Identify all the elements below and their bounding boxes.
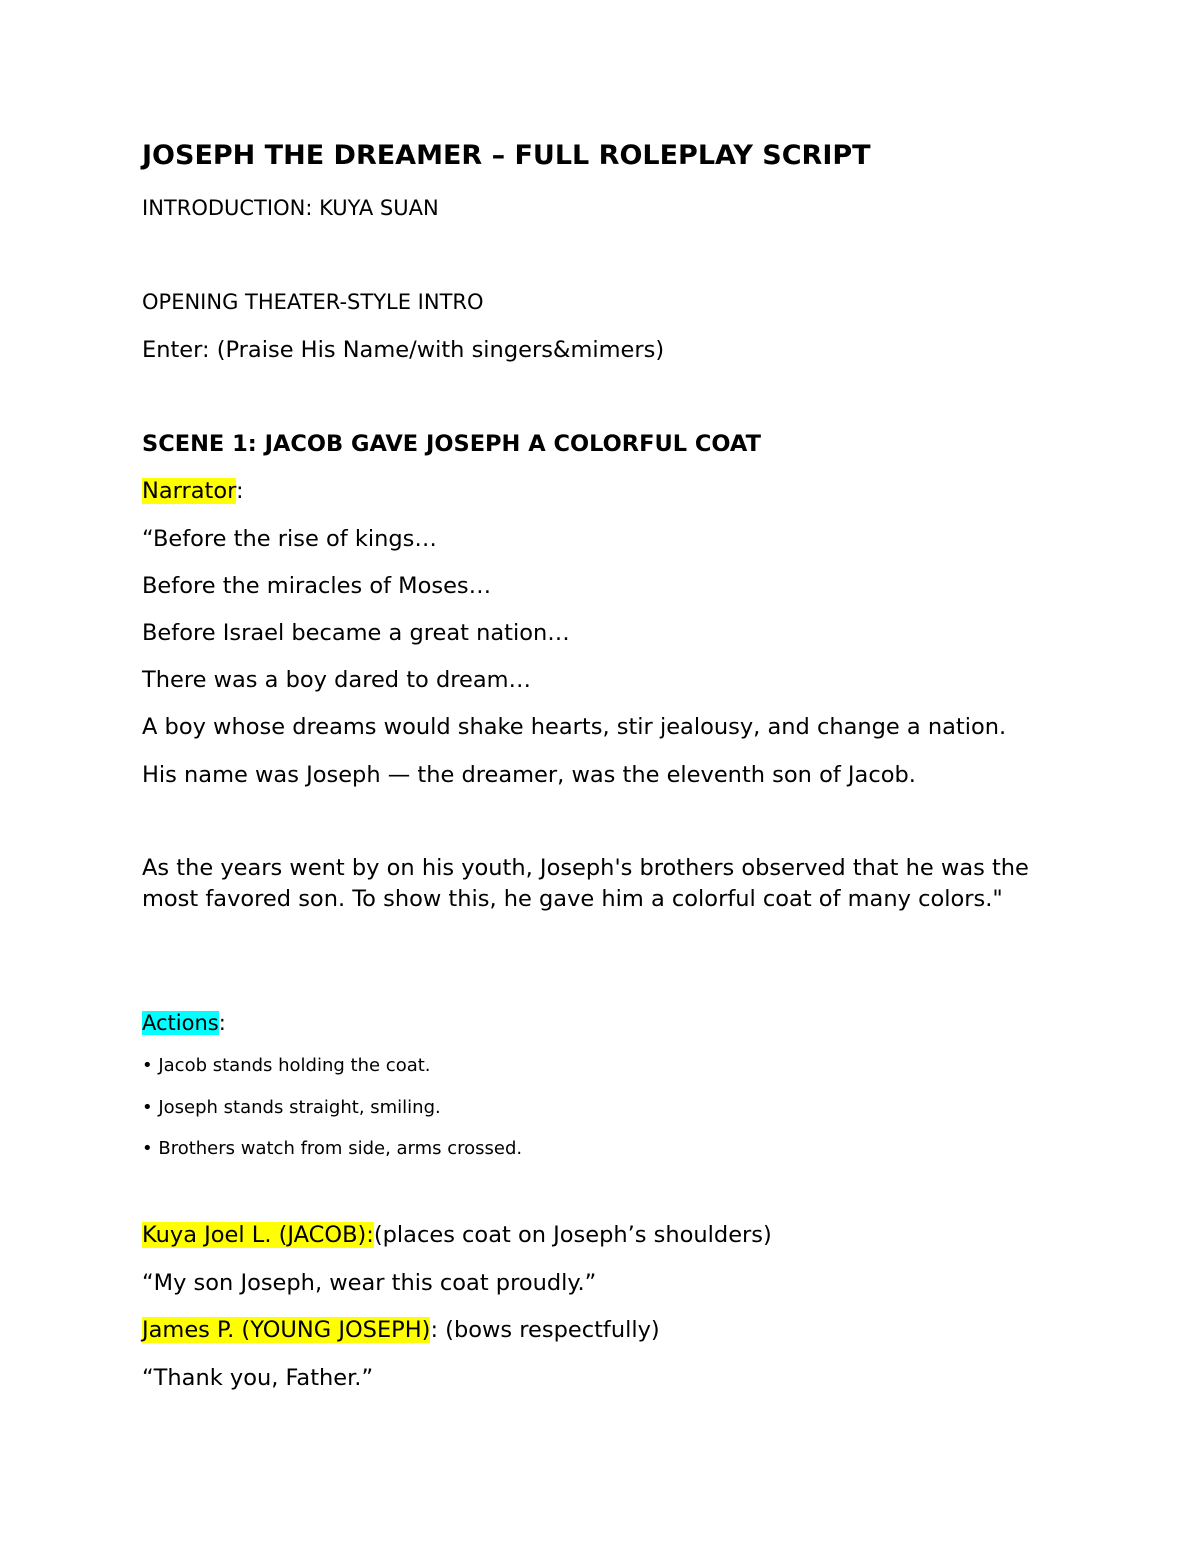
dialogue-line: “My son Joseph, wear this coat proudly.” xyxy=(142,1270,597,1296)
actions-colon: : xyxy=(218,1011,226,1035)
stage-direction: : (bows respectfully) xyxy=(430,1317,660,1343)
actions-label-line xyxy=(142,1011,226,1035)
narration-line: His name was Joseph — the dreamer, was the eleventh son of Jacob. xyxy=(142,762,916,788)
introduction-line: INTRODUCTION: KUYA SUAN xyxy=(142,196,439,220)
dialogue-line: “Thank you, Father.” xyxy=(142,1365,374,1391)
action-item: • Joseph stands straight, smiling. xyxy=(142,1097,441,1118)
enter-line: Enter: (Praise His Name/with singers&mimers) xyxy=(142,337,665,363)
narration-paragraph: As the years went by on his youth, Joseph's brothers observed that he was the most favored son. To show this, he gave him a colorful coat of many colors." xyxy=(142,855,1029,912)
scene-heading: SCENE 1: JACOB GAVE JOSEPH A COLORFUL COAT xyxy=(142,431,761,457)
narrator-label: Narrator xyxy=(142,478,236,504)
narrator-colon: : xyxy=(235,478,244,504)
stage-direction: (places coat on Joseph’s shoulders) xyxy=(373,1222,772,1248)
narration-line: Before Israel became a great nation… xyxy=(142,620,570,646)
speaker-name: James P. (YOUNG JOSEPH) xyxy=(142,1317,431,1343)
narration-line: A boy whose dreams would shake hearts, stir jealousy, and change a nation. xyxy=(142,714,1007,740)
action-item: • Brothers watch from side, arms crossed. xyxy=(142,1138,523,1159)
narration-line: Before the miracles of Moses… xyxy=(142,573,492,599)
document-title: JOSEPH THE DREAMER – FULL ROLEPLAY SCRIPT xyxy=(142,140,871,171)
speaker-name: Kuya Joel L. (JACOB): xyxy=(142,1222,374,1248)
dialogue-speaker-line xyxy=(142,1317,660,1343)
narration-line: There was a boy dared to dream… xyxy=(142,667,532,693)
action-item: • Jacob stands holding the coat. xyxy=(142,1055,431,1076)
actions-label: Actions xyxy=(142,1011,219,1035)
narrator-label-line xyxy=(142,478,244,504)
narration-line: “Before the rise of kings… xyxy=(142,526,437,552)
opening-heading: OPENING THEATER-STYLE INTRO xyxy=(142,290,484,314)
dialogue-speaker-line xyxy=(142,1222,772,1248)
